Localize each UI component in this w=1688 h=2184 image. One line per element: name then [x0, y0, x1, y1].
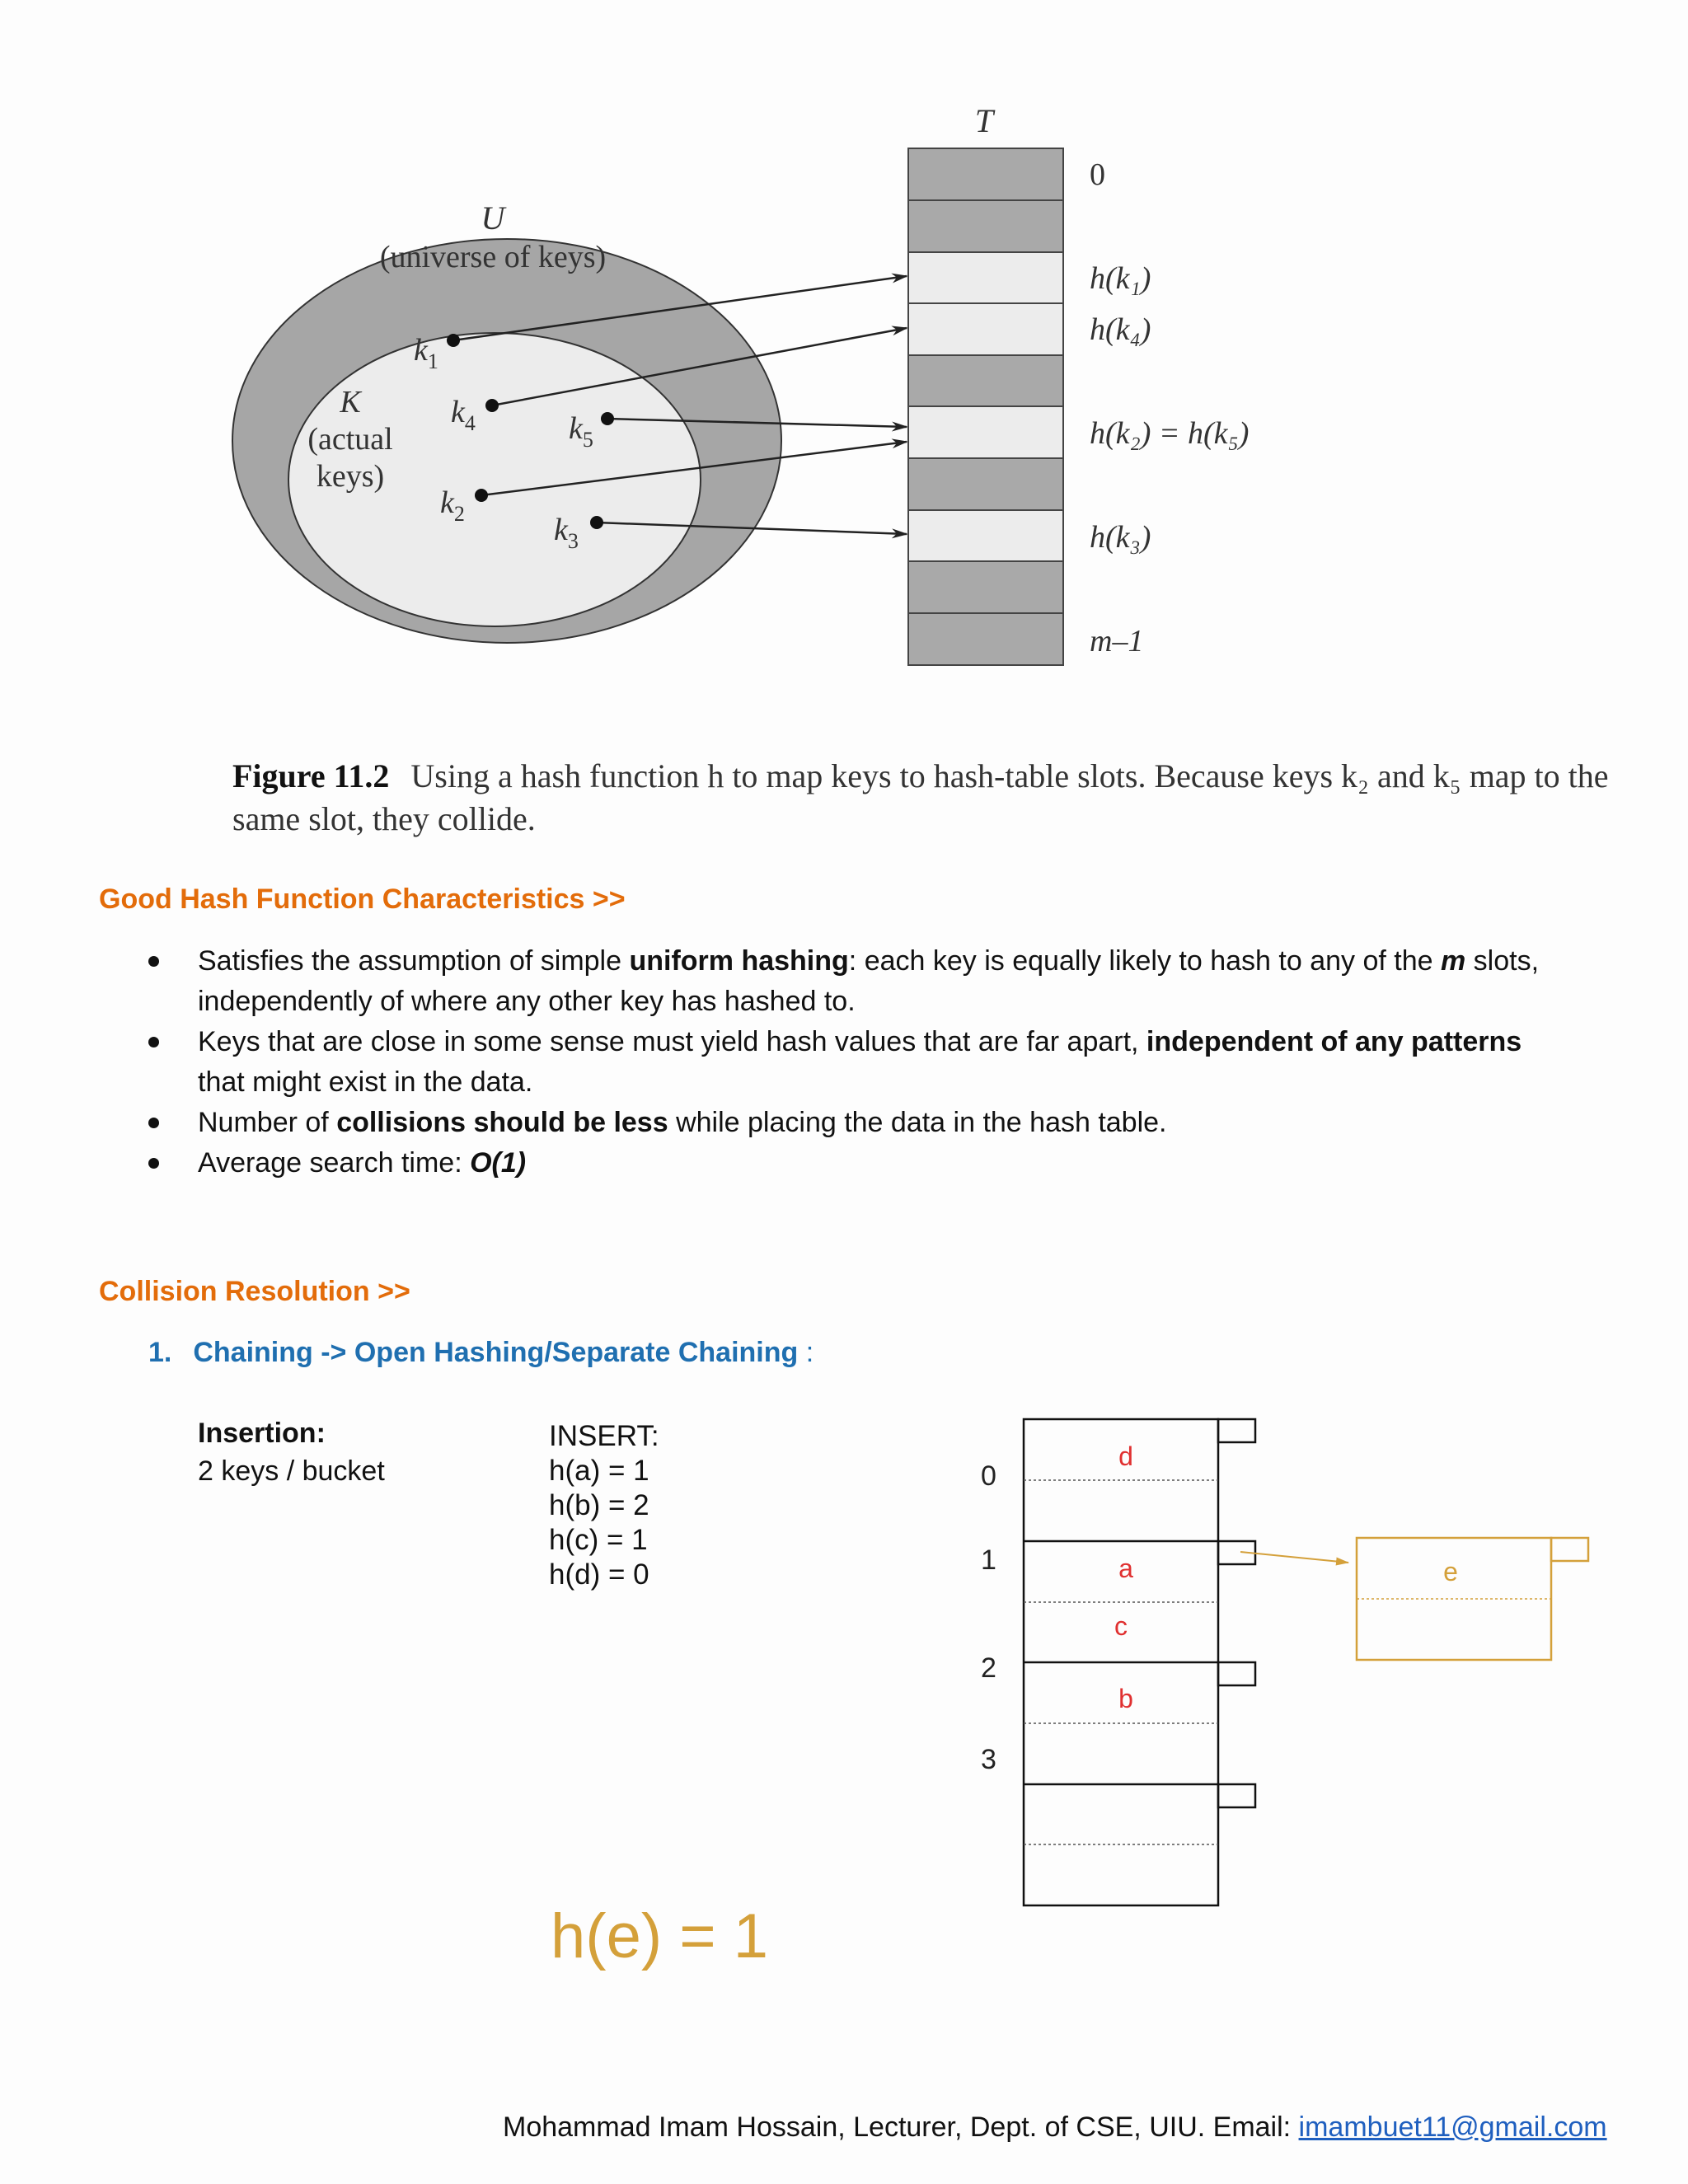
bucket-index-3: 3 — [981, 1744, 996, 1775]
footer-email-link[interactable]: imambuet11@gmail.com — [1298, 2111, 1607, 2143]
bullet-item: Average search time: O(1) — [198, 1143, 1566, 1183]
chaining-subheading: 1. Chaining -> Open Hashing/Separate Chaining : — [148, 1337, 814, 1368]
pointer-box-0 — [1218, 1419, 1255, 1442]
slot-label-hk4: h(k₄) — [1090, 312, 1151, 347]
insert-line: h(d) = 0 — [549, 1558, 649, 1591]
slot-label-hk1: h(k₁) — [1090, 261, 1151, 296]
insertion-label: Insertion: — [198, 1418, 326, 1449]
slot-label-hk3: h(k₃) — [1090, 520, 1151, 555]
actual-keys-desc-1: (actual — [307, 422, 393, 457]
chain-arrow — [1240, 1552, 1348, 1563]
slot-label-last: m–1 — [1090, 624, 1144, 658]
slot-label-hk2-hk5: h(k₂) = h(k₅) — [1090, 416, 1250, 451]
insert-line: h(c) = 1 — [549, 1524, 648, 1556]
bucket-note: 2 keys / bucket — [198, 1455, 385, 1487]
he-label: h(e) = 1 — [551, 1901, 769, 1971]
key-label-k4: $k_4$ — [451, 395, 476, 435]
section-heading-collision: Collision Resolution >> — [99, 1276, 410, 1307]
footer — [503, 2111, 1607, 2144]
key-label-k2: $k_2$ — [440, 485, 465, 526]
figure-caption-label: Figure 11.2 — [232, 757, 390, 794]
key-label-k1: $k_1$ — [414, 333, 438, 373]
overflow-key-e: e — [1443, 1557, 1458, 1586]
footer-text: Mohammad Imam Hossain, Lecturer, Dept. of CSE, UIU. Email: — [503, 2111, 1299, 2143]
universe-desc: (universe of keys) — [379, 240, 607, 274]
insert-title: INSERT: — [549, 1420, 659, 1452]
bucket-index-1: 1 — [981, 1544, 996, 1576]
insert-line: h(a) = 1 — [549, 1455, 649, 1487]
bullet-item: Satisfies the assumption of simple uniform hashing: each key is equally likely to hash to any of the m slots, independently of where any other key has hashed to. — [198, 941, 1566, 1022]
table-label: T — [974, 102, 994, 139]
actual-keys-label: K — [340, 385, 361, 419]
cell-key-b: b — [1118, 1684, 1133, 1713]
bullet-item: Keys that are close in some sense must yield hash values that are far apart, independent of any patterns that might exist in the data. — [198, 1022, 1566, 1103]
bullet-item: Number of collisions should be less while placing the data in the hash table. — [198, 1103, 1566, 1143]
overflow-pointer-box — [1551, 1538, 1588, 1561]
pointer-box-2 — [1218, 1662, 1255, 1685]
insert-line: h(b) = 2 — [549, 1489, 649, 1521]
cell-key-c: c — [1114, 1611, 1128, 1641]
actual-keys-desc-2: keys) — [316, 459, 385, 494]
universe-label: U — [481, 199, 505, 237]
cell-key-d: d — [1118, 1441, 1133, 1471]
bucket-index-0: 0 — [981, 1460, 996, 1492]
figure-caption-text: Using a hash function h to map keys to hash-table slots. Because keys k₂ and k₅ map to the same slot, they collide. — [232, 757, 1609, 837]
slot-label-0: 0 — [1090, 157, 1105, 192]
key-label-k5: $k_5$ — [569, 411, 593, 452]
section-heading-good-hash: Good Hash Function Characteristics >> — [99, 883, 626, 915]
bucket-index-2: 2 — [981, 1652, 996, 1684]
key-label-k3: $k_3$ — [554, 513, 579, 553]
cell-key-a: a — [1118, 1554, 1133, 1583]
pointer-box-3 — [1218, 1784, 1255, 1807]
